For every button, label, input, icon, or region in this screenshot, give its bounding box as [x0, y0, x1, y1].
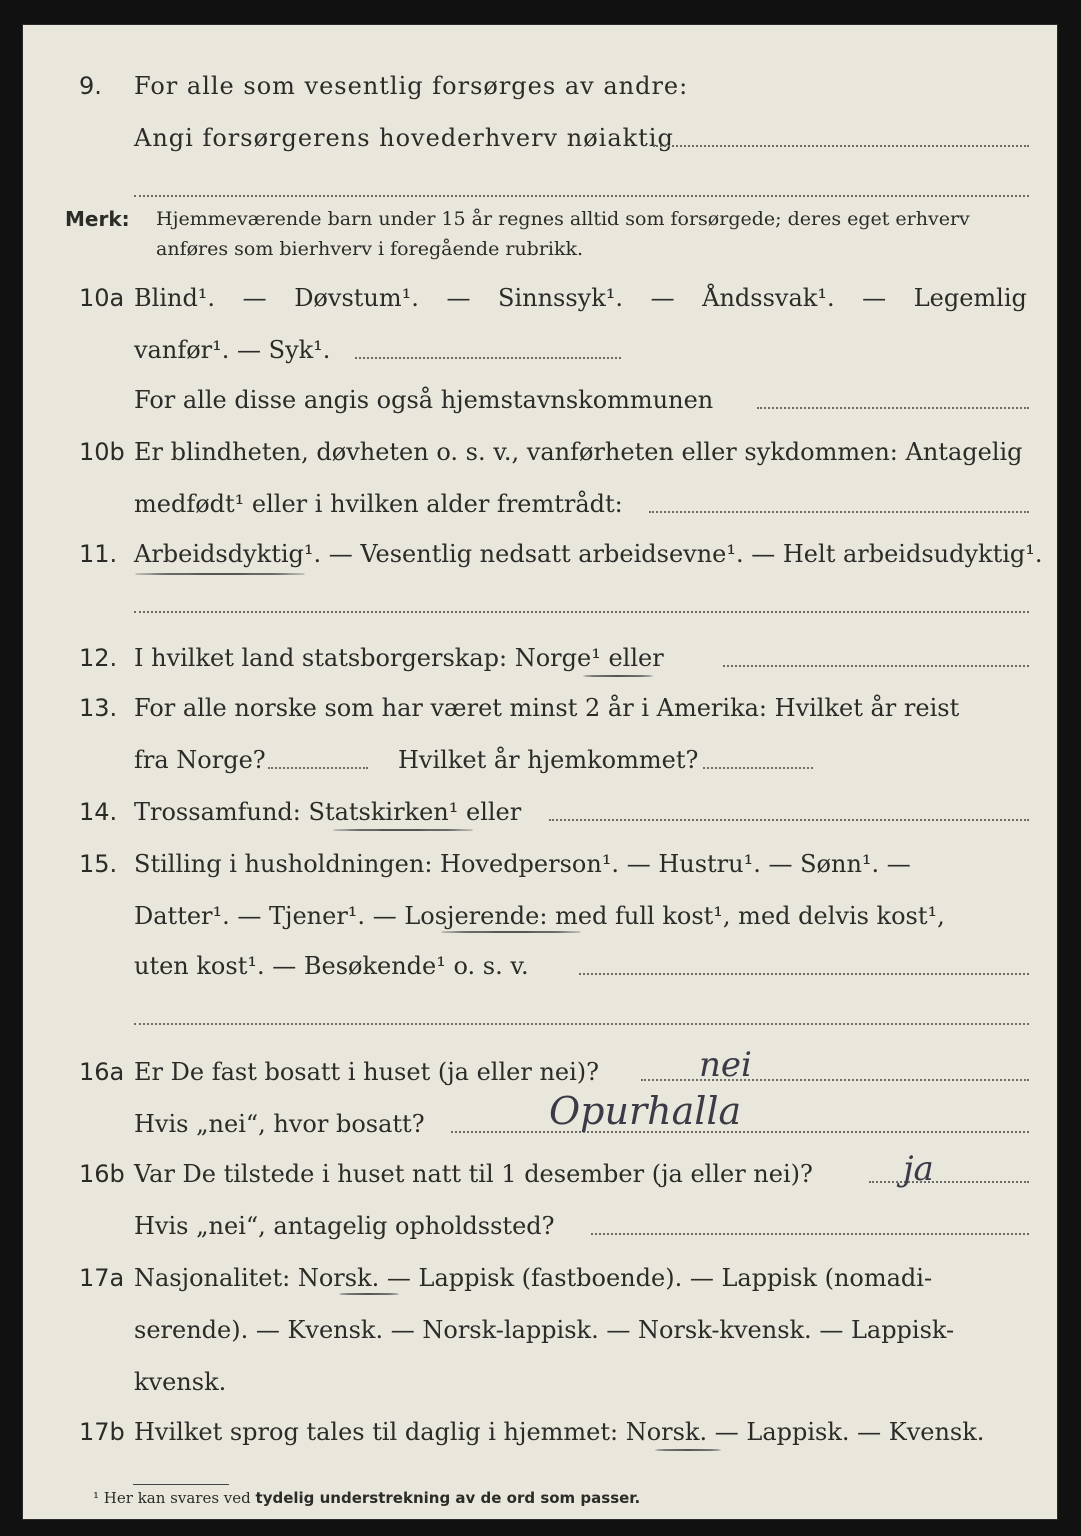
- answer-line[interactable]: [649, 511, 1029, 513]
- question-number: 10a: [79, 284, 125, 312]
- question-text: kvensk.: [134, 1368, 227, 1396]
- question-number: 16b: [79, 1160, 125, 1188]
- question-number: 9.: [79, 72, 102, 100]
- question-text: Er De fast bosatt i huset (ja eller nei)?: [134, 1058, 600, 1086]
- footnote-text: Her kan svares ved: [103, 1489, 251, 1507]
- answer-line[interactable]: [549, 819, 1029, 821]
- question-text: Var De tilstede i huset natt til 1 desember (ja eller nei)?: [134, 1160, 813, 1188]
- question-text: serende). — Kvensk. — Norsk-lappisk. — Norsk-kvensk. — Lappisk-: [134, 1316, 955, 1344]
- answer-line[interactable]: [134, 1023, 1029, 1025]
- footnote-rule: [133, 1484, 229, 1485]
- question-text: vanfør¹. — Syk¹.: [134, 336, 331, 364]
- question-text: fra Norge?: [134, 746, 266, 774]
- question-text: Arbeidsdyktig¹. — Vesentlig nedsatt arbeidsevne¹. — Helt arbeidsudyktig¹.: [134, 540, 1043, 568]
- note-label: Merk:: [65, 207, 130, 231]
- question-text: Er blindheten, døvheten o. s. v., vanførheten eller sykdommen: Antagelig: [134, 438, 1023, 466]
- dash: —: [650, 284, 675, 312]
- answer-line[interactable]: [268, 767, 368, 769]
- question-number: 17b: [79, 1418, 125, 1446]
- question-text: For alle som vesentlig forsørges av andre:: [134, 72, 689, 100]
- handwritten-answer: ja: [903, 1149, 934, 1189]
- answer-line[interactable]: [723, 665, 1029, 667]
- question-text: Hvis „nei“, antagelig opholdssted?: [134, 1212, 555, 1240]
- question-text: Nasjonalitet: Norsk. — Lappisk (fastboende). — Lappisk (nomadi-: [134, 1264, 933, 1292]
- answer-line[interactable]: [591, 1233, 1029, 1235]
- option-dovstum: Døvstum¹.: [294, 284, 419, 312]
- question-number: 13.: [79, 694, 118, 722]
- footnote-mark: ¹: [93, 1489, 100, 1507]
- handwritten-underline: [135, 573, 305, 575]
- question-number: 11.: [79, 540, 118, 568]
- question-text: I hvilket land statsborgerskap: Norge¹ eller: [134, 644, 664, 672]
- question-text: [134, 283, 1027, 313]
- answer-line[interactable]: [757, 407, 1029, 409]
- question-number: 15.: [79, 850, 118, 878]
- question-text: Hvilket år hjemkommet?: [398, 746, 699, 774]
- answer-line[interactable]: [703, 767, 813, 769]
- question-number: 14.: [79, 798, 118, 826]
- footnote-bold-text: tydelig understrekning av de ord som passer.: [255, 1489, 641, 1507]
- dash: —: [446, 284, 471, 312]
- question-text: Angi forsørgerens hovederhverv nøiaktig: [134, 124, 674, 152]
- answer-line[interactable]: [579, 973, 1029, 975]
- handwritten-underline: [655, 1449, 721, 1451]
- note-text: Hjemmeværende barn under 15 år regnes alltid som forsørgede; deres eget erhverv: [156, 208, 970, 230]
- dash: —: [242, 284, 267, 312]
- handwritten-underline: [583, 675, 653, 677]
- question-text: Stilling i husholdningen: Hovedperson¹. — Hustru¹. — Sønn¹. —: [134, 850, 911, 878]
- answer-line[interactable]: [355, 357, 621, 359]
- question-text: Datter¹. — Tjener¹. — Losjerende: med full kost¹, med delvis kost¹,: [134, 902, 945, 930]
- answer-line[interactable]: [653, 145, 1029, 147]
- question-text: uten kost¹. — Besøkende¹ o. s. v.: [134, 952, 529, 980]
- question-text: Hvis „nei“, hvor bosatt?: [134, 1110, 425, 1138]
- census-form-page: [22, 24, 1058, 1520]
- answer-line[interactable]: [134, 611, 1029, 613]
- question-number: 16a: [79, 1058, 125, 1086]
- footnote: [93, 1489, 640, 1507]
- question-number: 17a: [79, 1264, 125, 1292]
- handwritten-answer: nei: [699, 1045, 752, 1085]
- question-text: Hvilket sprog tales til daglig i hjemmet: Norsk. — Lappisk. — Kvensk.: [134, 1418, 985, 1446]
- question-text: For alle disse angis også hjemstavnskommunen: [134, 386, 714, 414]
- handwritten-underline: [441, 931, 581, 933]
- option-sinnssyk: Sinnssyk¹.: [498, 284, 624, 312]
- option-andssvak: Åndssvak¹.: [702, 284, 835, 312]
- handwritten-underline: [339, 1293, 399, 1295]
- option-blind: Blind¹.: [134, 284, 216, 312]
- question-text: For alle norske som har været minst 2 år i Amerika: Hvilket år reist: [134, 694, 960, 722]
- question-text: medfødt¹ eller i hvilken alder fremtrådt:: [134, 490, 623, 518]
- answer-line[interactable]: [869, 1181, 1029, 1183]
- question-number: 12.: [79, 644, 118, 672]
- note-text: anføres som bierhverv i foregående rubrikk.: [156, 238, 584, 260]
- option-legemlig: Legemlig: [913, 284, 1027, 312]
- question-text: Trossamfund: Statskirken¹ eller: [134, 798, 522, 826]
- answer-line[interactable]: [134, 195, 1029, 197]
- dash: —: [862, 284, 887, 312]
- question-number: 10b: [79, 438, 125, 466]
- handwritten-answer: Opurhalla: [549, 1089, 742, 1133]
- handwritten-underline: [333, 829, 473, 831]
